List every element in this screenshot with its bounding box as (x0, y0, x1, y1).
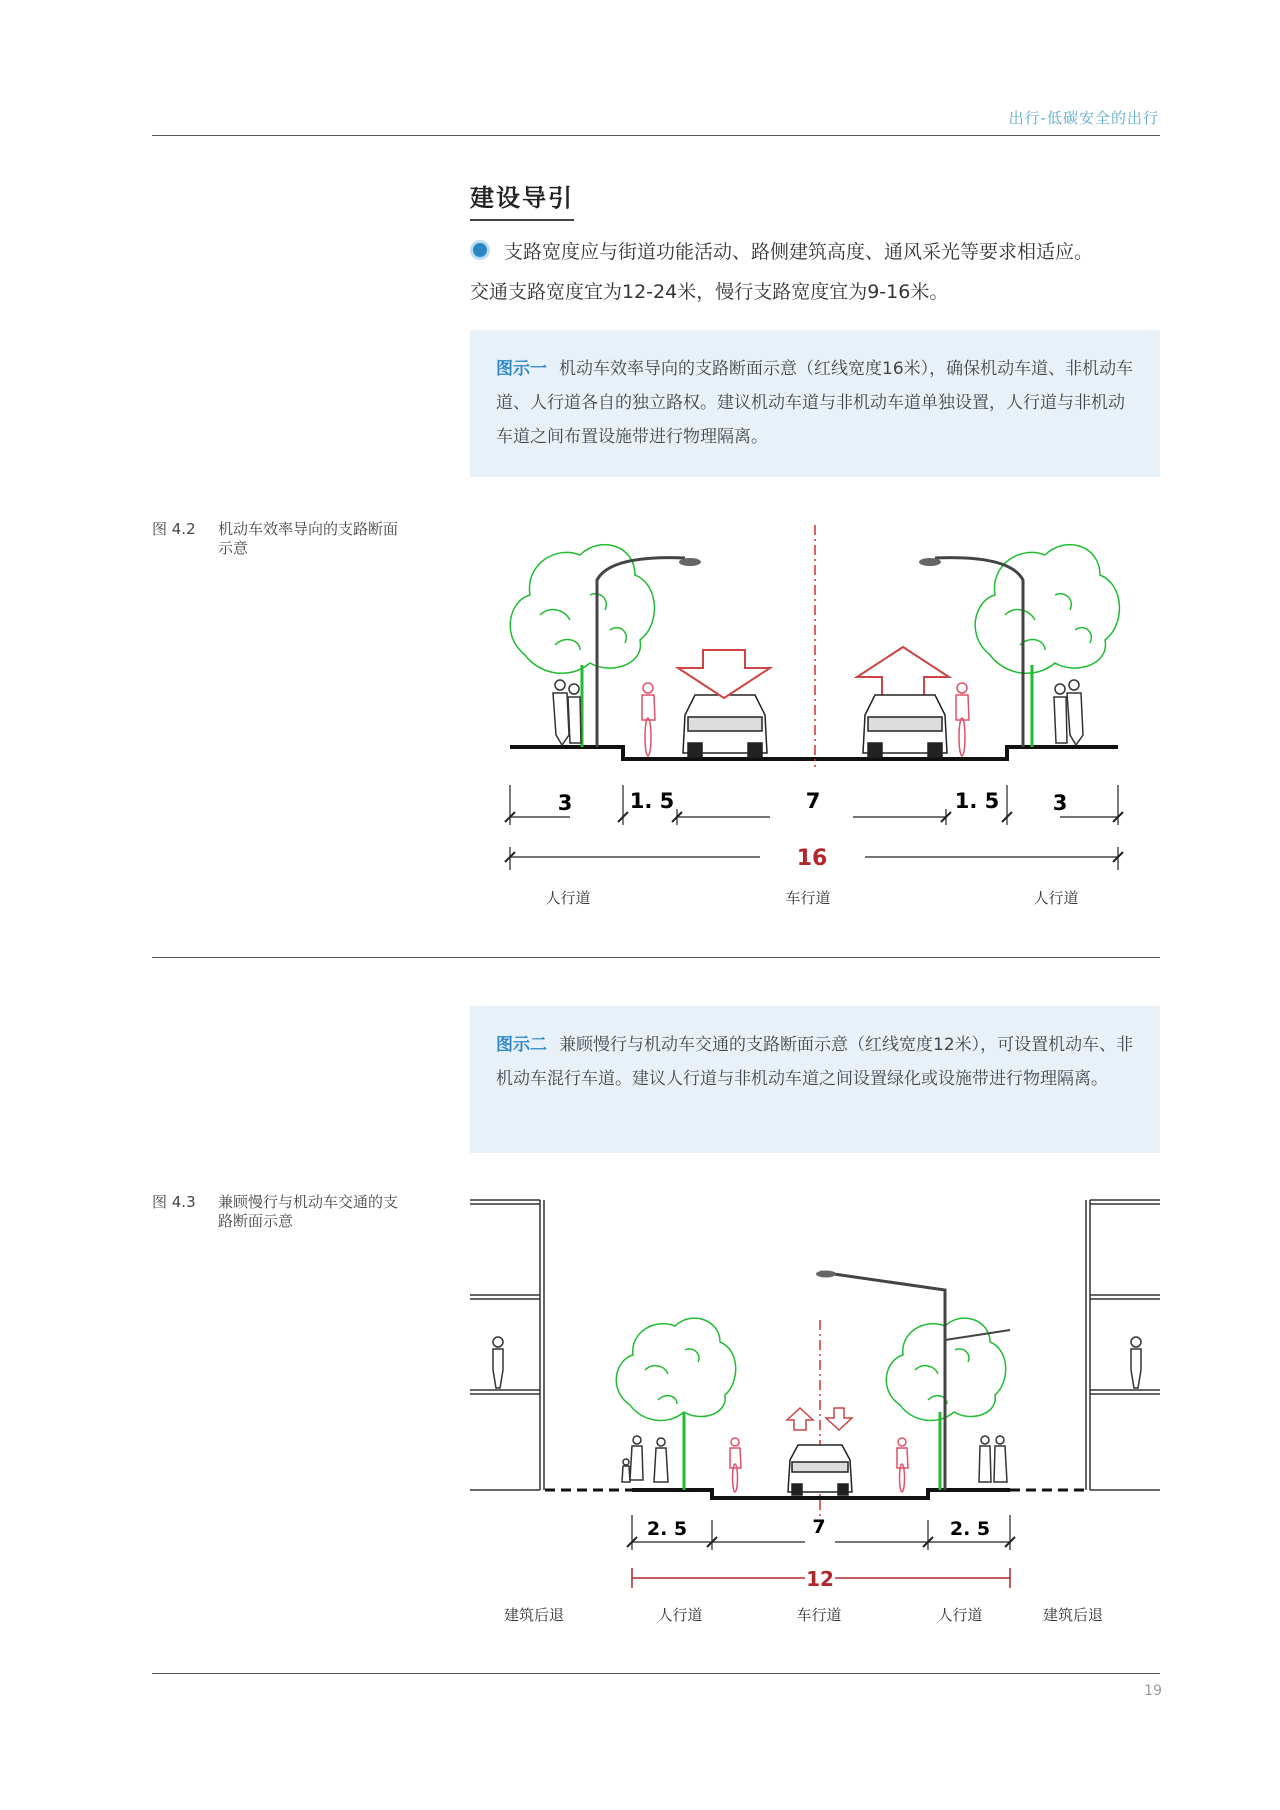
header-rule (152, 135, 1160, 136)
running-header: 出行-低碳安全的出行 (1008, 109, 1159, 127)
pedestrians-left-2 (622, 1436, 668, 1482)
cyclist-left (642, 683, 655, 756)
note-1-label: 图示一 (496, 359, 547, 379)
person-on-balcony-left (493, 1337, 503, 1388)
dimension-ticks (505, 812, 1123, 822)
total-width-label-2: 12 (806, 1567, 834, 1591)
section-title: 建设导引 (470, 178, 574, 221)
zone2-label-sidewalk-right: 人行道 (937, 1606, 983, 1624)
dim-label-2: 1. 5 (629, 789, 675, 813)
figure-2-caption (152, 1193, 408, 1231)
direction-arrow-up-2 (787, 1408, 813, 1430)
dim-label-1: 3 (557, 791, 573, 815)
note-2-label: 图示二 (496, 1035, 547, 1055)
figure-1-caption (152, 520, 408, 558)
zone-label-roadway: 车行道 (785, 889, 831, 907)
pedestrians-left (553, 680, 581, 745)
building-left (470, 1200, 544, 1490)
figure-1-caption-text: 机动车效率导向的支路断面示意 (218, 520, 399, 557)
lamp-head-right (919, 558, 941, 566)
figure-2-cross-section (470, 1190, 1170, 1630)
dim-label-3: 7 (805, 789, 821, 813)
tree-left (510, 545, 654, 747)
tree-left-2 (616, 1318, 735, 1490)
note-2-text: 兼顾慢行与机动车交通的支路断面示意（红线宽度12米），可设置机动车、非机动车混行车道。建议人行道与非机动车道之间设置绿化或设施带进行物理隔离。 (496, 1035, 1134, 1089)
dim-label-4: 1. 5 (954, 789, 1000, 813)
zone-label-sidewalk-right: 人行道 (1033, 889, 1079, 907)
pedestrians-right (1054, 680, 1083, 745)
building-right (1086, 1200, 1160, 1490)
lamp-head-center (816, 1271, 836, 1278)
car-right (863, 695, 947, 757)
direction-arrow-down (678, 650, 770, 698)
dim2-label-2: 7 (812, 1516, 826, 1538)
direction-arrow-down-2 (826, 1408, 852, 1430)
zone2-label-setback-left: 建筑后退 (503, 1606, 565, 1624)
figure-2-number: 图 4.3 (152, 1193, 196, 1211)
zone-label-sidewalk-left: 人行道 (545, 889, 591, 907)
figure-1-number: 图 4.2 (152, 520, 196, 538)
dim2-label-3: 2. 5 (949, 1518, 991, 1540)
streetlamp-right (935, 558, 1023, 747)
car-left (683, 695, 767, 757)
guide-line-1-text: 支路宽度应与街道功能活动、路侧建筑高度、通风采光等要求相适应。 (504, 241, 1094, 263)
lamp-head-left (679, 558, 701, 566)
dim2-label-1: 2. 5 (646, 1518, 688, 1540)
cyclist-right (956, 683, 969, 756)
note-box-1 (470, 330, 1160, 477)
guide-paragraph (470, 232, 1170, 312)
zone2-label-sidewalk-left: 人行道 (657, 1606, 703, 1624)
total-width-label: 16 (796, 846, 828, 871)
cyclist-left-2 (730, 1438, 741, 1492)
note-1-text: 机动车效率导向的支路断面示意（红线宽度16米），确保机动车道、非机动车道、人行道各自的独立路权。建议机动车道与非机动车道单独设置，人行道与非机动车道之间布置设施带进行物理隔离。 (496, 359, 1134, 447)
pedestrians-right-2 (979, 1436, 1007, 1482)
guide-line-2: 交通支路宽度宜为12-24米，慢行支路宽度宜为9-16米。 (470, 281, 949, 303)
zone2-label-roadway: 车行道 (796, 1606, 842, 1624)
streetlamp-left (597, 558, 685, 747)
zone2-label-setback-right: 建筑后退 (1042, 1606, 1104, 1624)
dim-label-5: 3 (1052, 791, 1068, 815)
person-on-balcony-right (1131, 1337, 1141, 1388)
figure-2-caption-text: 兼顾慢行与机动车交通的支路断面示意 (218, 1193, 399, 1230)
guide-line-1 (470, 232, 1170, 272)
section-divider (152, 957, 1160, 958)
footer-rule (152, 1673, 1160, 1674)
direction-arrow-up (857, 647, 949, 697)
streetlamp-arm (945, 1330, 1010, 1340)
figure-1-cross-section (470, 505, 1160, 915)
road-profile-line (510, 747, 1118, 759)
tree-right (975, 545, 1119, 747)
bullet-icon (470, 240, 490, 260)
page-number: 19 (1144, 1683, 1162, 1699)
car-center (788, 1445, 852, 1495)
cyclist-right-2 (897, 1438, 908, 1492)
note-box-2 (470, 1006, 1160, 1153)
